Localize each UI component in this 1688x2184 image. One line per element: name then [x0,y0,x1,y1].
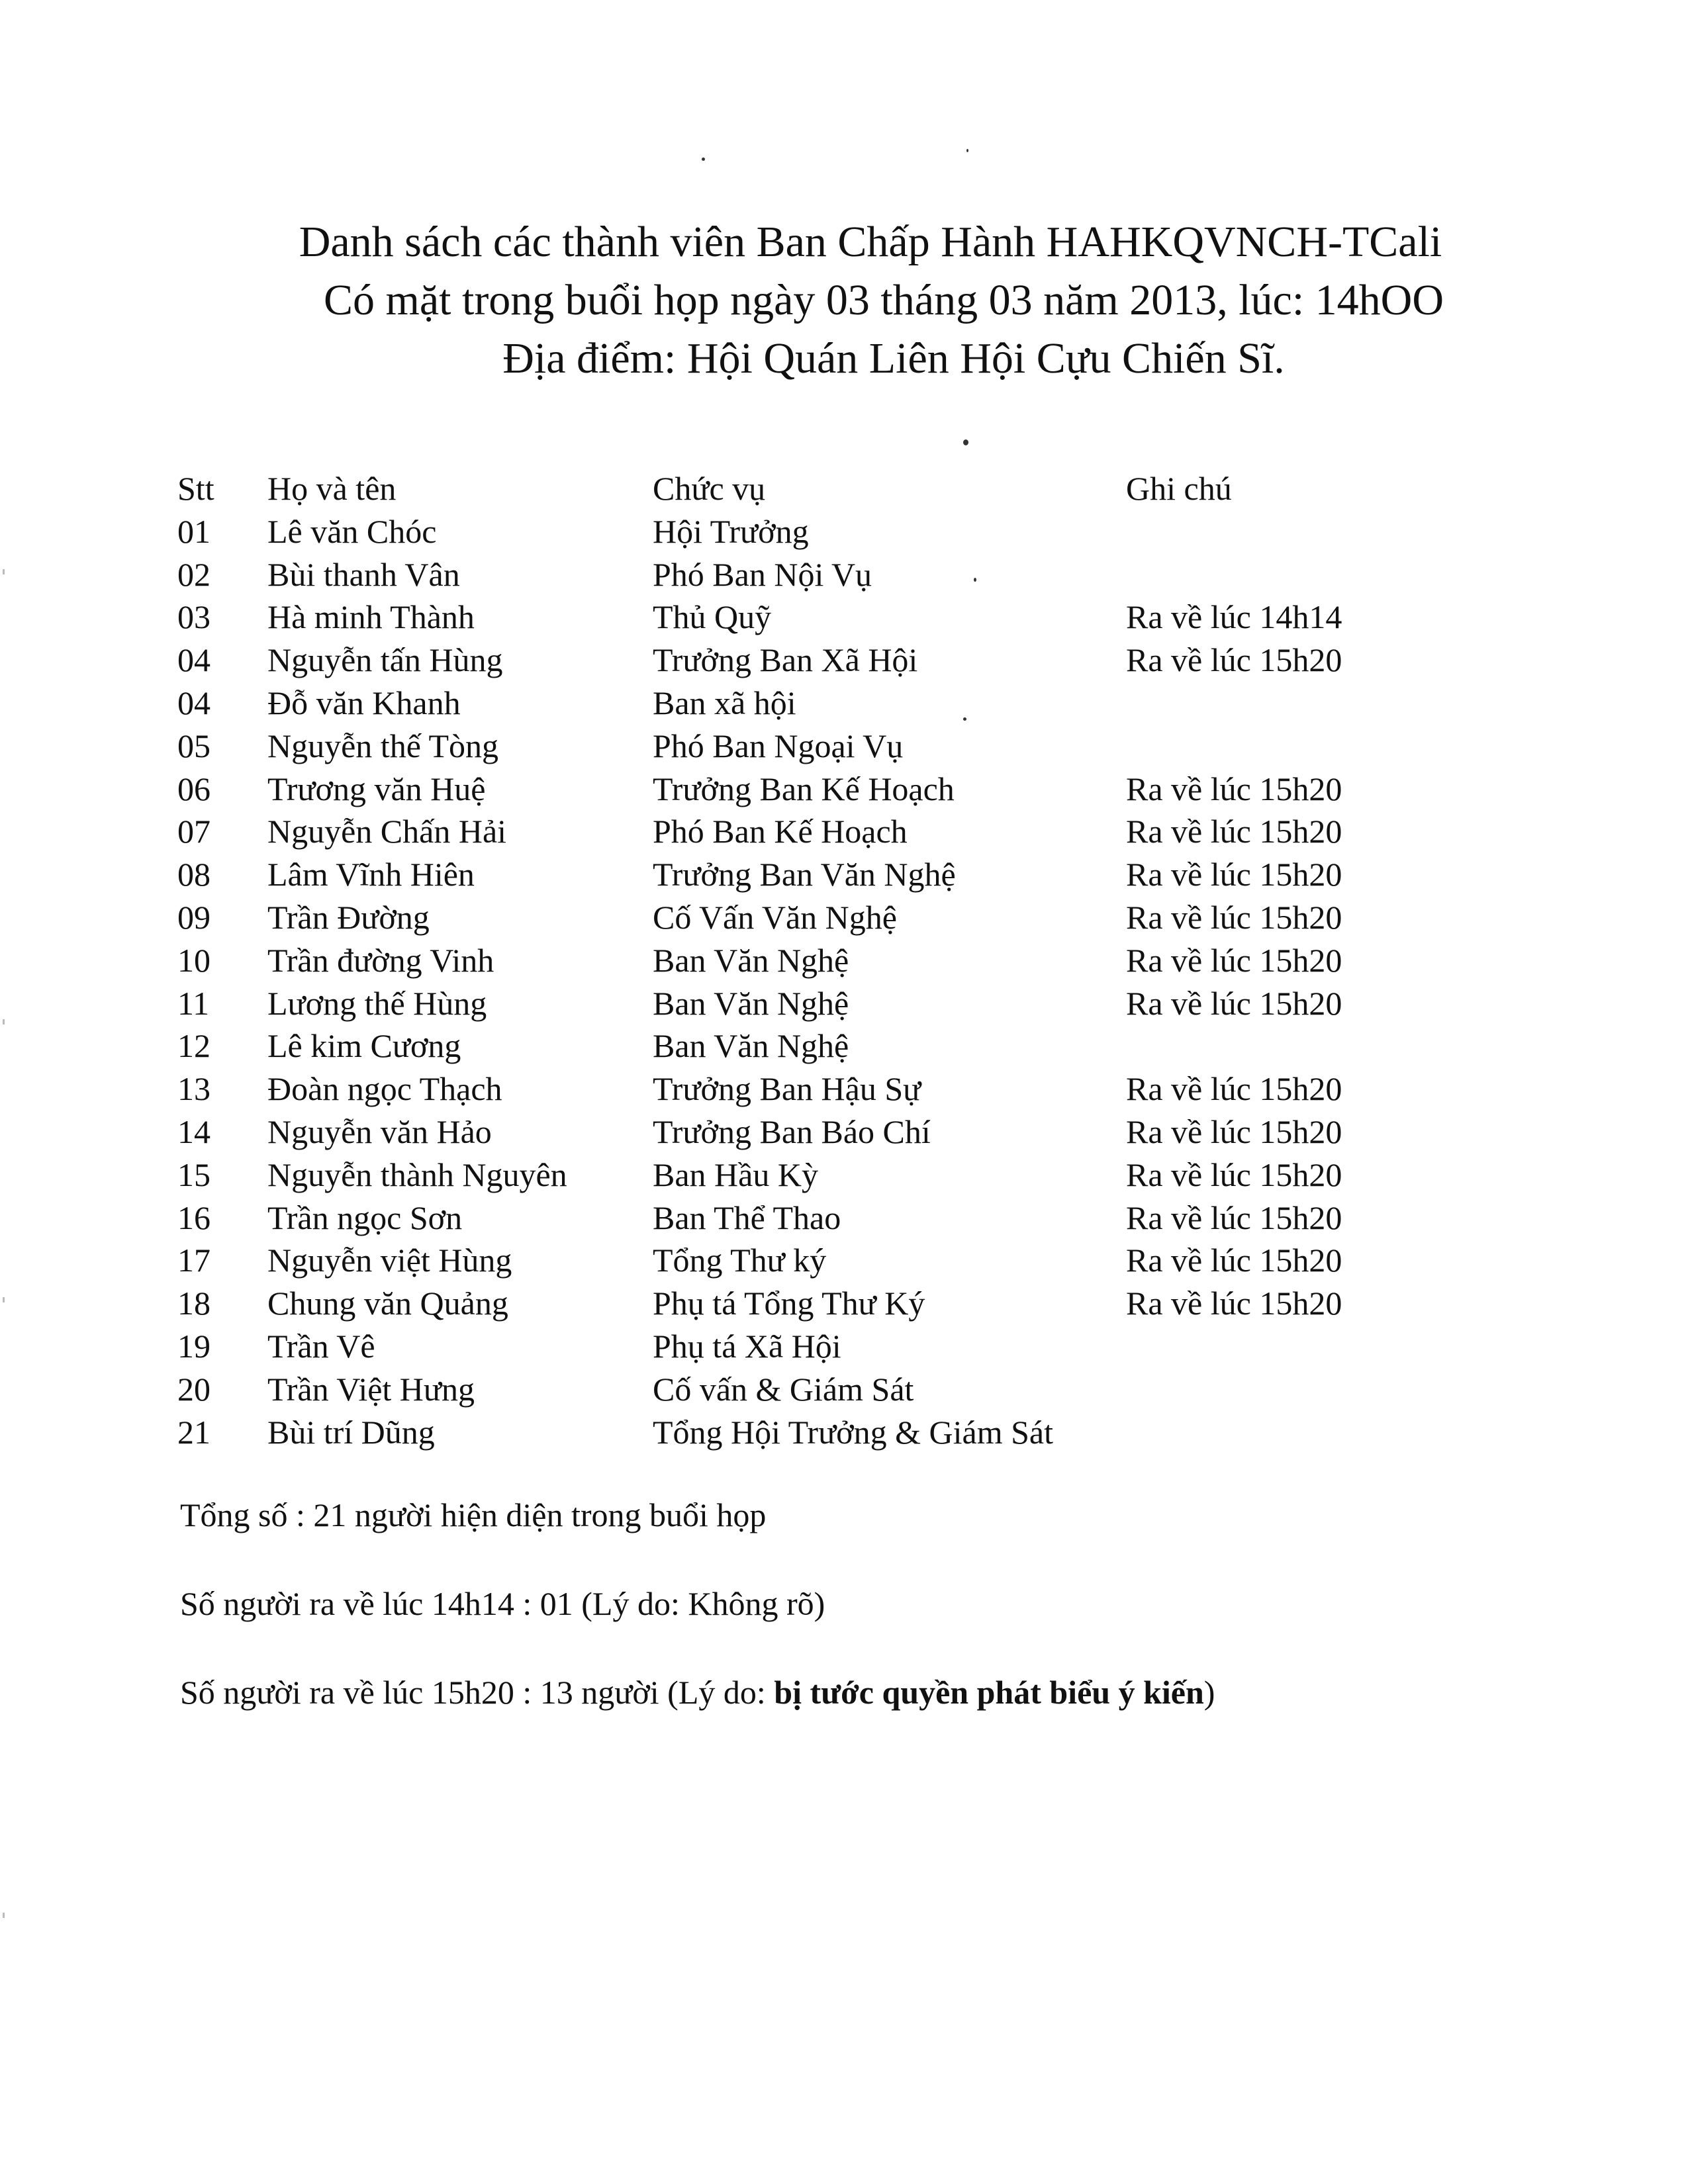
row-name: Đoàn ngọc Thạch [267,1070,502,1108]
row-role: Trưởng Ban Hậu Sự [653,1070,921,1108]
scan-edge-mark [3,569,5,574]
row-name: Nguyễn việt Hùng [267,1242,512,1279]
row-name: Lê kim Cương [267,1027,461,1065]
row-stt: 05 [177,727,211,764]
row-role: Trưởng Ban Văn Nghệ [653,856,956,893]
row-stt: 02 [177,555,211,593]
scan-speck [974,578,976,582]
row-note: Ra về lúc 15h20 [1126,1070,1342,1108]
row-name: Lương thế Hùng [267,984,487,1022]
row-role: Thủ Quỹ [653,598,772,636]
row-role: Ban Văn Nghệ [653,941,849,979]
row-stt: 03 [177,598,211,636]
row-name: Trương văn Huệ [267,770,486,807]
row-role: Trưởng Ban Kế Hoạch [653,770,955,807]
row-name: Trần Đường [267,898,430,936]
row-role: Trưởng Ban Xã Hội [653,641,918,679]
scan-edge-mark [3,1297,5,1302]
row-name: Trần đường Vinh [267,941,494,979]
row-role: Ban Thể Thao [653,1199,841,1236]
row-role: Ban Hầu Kỳ [653,1156,818,1193]
row-role: Ban Văn Nghệ [653,1027,849,1065]
row-stt: 18 [177,1285,211,1322]
scan-edge-mark [3,1019,5,1024]
summary-total: Tổng số : 21 người hiện diện trong buổi họp [180,1496,767,1533]
row-name: Nguyễn văn Hảo [267,1113,492,1150]
row-role: Trưởng Ban Báo Chí [653,1113,931,1150]
row-role: Ban Văn Nghệ [653,984,849,1022]
scan-speck [966,149,968,152]
row-stt: 13 [177,1070,211,1108]
row-stt: 07 [177,813,211,850]
row-stt: 15 [177,1156,211,1193]
title-line-2: Có mặt trong buổi họp ngày 03 tháng 03 năm 2013, lúc: 14hOO [324,276,1444,324]
row-stt: 06 [177,770,211,807]
row-role: Tổng Hội Trưởng & Giám Sát [653,1413,1053,1451]
title-line-1: Danh sách các thành viên Ban Chấp Hành HAHKQVNCH-TCali [299,218,1442,266]
row-name: Đỗ văn Khanh [267,684,461,721]
row-note: Ra về lúc 15h20 [1126,813,1342,850]
row-role: Phó Ban Ngoại Vụ [653,727,904,764]
scan-edge-mark [3,1913,5,1918]
row-name: Trần ngọc Sơn [267,1199,463,1236]
row-stt: 10 [177,941,211,979]
row-role: Cố Vấn Văn Nghệ [653,898,897,936]
row-stt: 12 [177,1027,211,1065]
row-role: Ban xã hội [653,684,796,721]
row-stt: 17 [177,1242,211,1279]
row-note: Ra về lúc 15h20 [1126,1242,1342,1279]
summary-left-1520 [180,1673,1215,1711]
row-note: Ra về lúc 14h14 [1126,598,1342,636]
row-name: Trần Việt Hưng [267,1370,475,1408]
row-name: Bùi trí Dũng [267,1413,435,1451]
row-role: Hội Trưởng [653,512,809,550]
header-stt: Stt [177,470,214,507]
row-note: Ra về lúc 15h20 [1126,641,1342,679]
row-name: Lê văn Chóc [267,512,437,550]
summary-left-1520-reason: bị tước quyền phát biểu ý kiến [774,1674,1204,1711]
row-stt: 04 [177,684,211,721]
row-role: Phó Ban Nội Vụ [653,555,872,593]
row-name: Nguyễn thế Tòng [267,727,499,764]
row-stt: 19 [177,1327,211,1365]
row-role: Phó Ban Kế Hoạch [653,813,908,850]
row-role: Phụ tá Tổng Thư Ký [653,1285,925,1322]
document-title [0,213,1688,388]
title-line-3: Địa điểm: Hội Quán Liên Hội Cựu Chiến Sĩ. [502,334,1285,383]
scan-speck [963,439,968,445]
row-stt: 01 [177,512,211,550]
row-note: Ra về lúc 15h20 [1126,1285,1342,1322]
row-stt: 20 [177,1370,211,1408]
summary-left-1520-prefix: Số người ra về lúc 15h20 : 13 người (Lý do: [180,1674,774,1711]
row-note: Ra về lúc 15h20 [1126,856,1342,893]
row-stt: 14 [177,1113,211,1150]
row-role: Phụ tá Xã Hội [653,1327,841,1365]
row-name: Hà minh Thành [267,598,475,636]
row-name: Lâm Vĩnh Hiên [267,856,475,893]
header-role: Chức vụ [653,470,766,507]
row-note: Ra về lúc 15h20 [1126,1156,1342,1193]
row-name: Chung văn Quảng [267,1285,508,1322]
row-stt: 16 [177,1199,211,1236]
scan-speck [702,158,705,161]
summary-left-1520-suffix: ) [1203,1674,1215,1711]
summary-left-1414: Số người ra về lúc 14h14 : 01 (Lý do: Không rõ) [180,1585,825,1622]
row-stt: 09 [177,898,211,936]
row-name: Nguyễn Chấn Hải [267,813,507,850]
row-note: Ra về lúc 15h20 [1126,898,1342,936]
row-note: Ra về lúc 15h20 [1126,1113,1342,1150]
row-note: Ra về lúc 15h20 [1126,941,1342,979]
row-stt: 11 [177,984,210,1022]
row-stt: 04 [177,641,211,679]
header-name: Họ và tên [267,470,397,507]
scan-speck [963,717,966,721]
row-stt: 08 [177,856,211,893]
row-note: Ra về lúc 15h20 [1126,984,1342,1022]
row-note: Ra về lúc 15h20 [1126,770,1342,807]
row-name: Nguyễn thành Nguyên [267,1156,567,1193]
row-role: Tổng Thư ký [653,1242,827,1279]
row-name: Trần Vê [267,1327,375,1365]
header-note: Ghi chú [1126,470,1232,507]
row-name: Bùi thanh Vân [267,555,460,593]
row-stt: 21 [177,1413,211,1451]
row-note: Ra về lúc 15h20 [1126,1199,1342,1236]
row-role: Cố vấn & Giám Sát [653,1370,914,1408]
row-name: Nguyễn tấn Hùng [267,641,503,679]
